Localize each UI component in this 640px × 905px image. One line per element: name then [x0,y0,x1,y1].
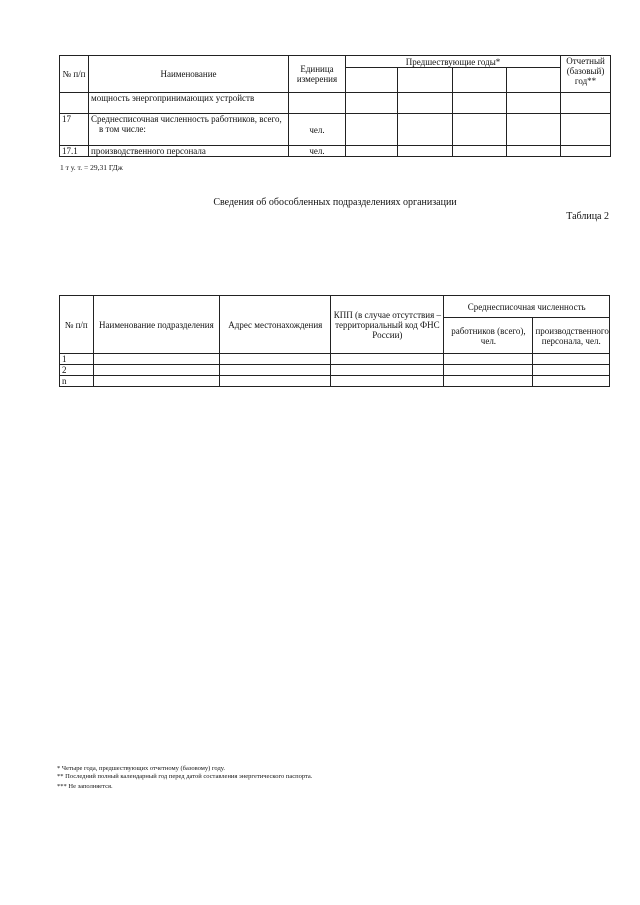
prev-year-cell [346,68,398,93]
prev-year-cell [398,68,453,93]
col-header-name: Наименование подразделения [93,296,220,354]
col-header-unit: Единица измерения [289,56,346,93]
col-header-num: № п/п [60,296,94,354]
footnote: *** Не заполняется. [57,783,113,790]
col-header-num: № п/п [60,56,89,93]
row-num [60,93,89,114]
row-num: 1 [60,354,94,365]
table-row [60,376,610,387]
table-row [60,146,611,157]
row-unit: чел. [289,146,346,157]
prev-year-cell [453,68,507,93]
footnote: ** Последний полный календарный год перед датой составления энергетического паспорта. [57,773,313,780]
table2-number: Таблица 2 [566,211,609,222]
row-num: 2 [60,365,94,376]
table-row [60,93,611,114]
col-header-kpp: КПП (в случае отсутствия – территориальный код ФНС России) [331,296,444,354]
row-num: 17.1 [60,146,89,157]
unit-note: 1 т у. т. = 29,31 ГДж [60,163,123,172]
table-row [60,114,611,146]
row-num: 17 [60,114,89,146]
row-num: n [60,376,94,387]
col-header-address: Адрес местонахождения [220,296,331,354]
footnote: * Четыре года, предшествующих отчетному (базовому) году. [57,765,226,772]
col-header-workers: работников (всего), чел. [444,318,533,354]
row-name: Среднесписочная численность работников, всего, в том числе: [89,114,289,146]
row-name: производственного персонала [89,146,289,157]
subdivisions-table [59,295,610,387]
col-header-name: Наименование [89,56,289,93]
energy-data-table [59,55,611,157]
col-header-headcount: Среднесписочная численность [444,296,610,318]
row-unit: чел. [289,114,346,146]
table-row [60,354,610,365]
row-name: мощность энергопринимающих устройств [89,93,289,114]
table2-title: Сведения об обособленных подразделениях организации [213,197,457,208]
col-header-production: производственного персонала, чел. [533,318,610,354]
table-row [60,365,610,376]
prev-year-cell [507,68,561,93]
col-header-prev-years: Предшествующие годы* [346,56,561,68]
row-unit [289,93,346,114]
col-header-report-year: Отчетный (базовый) год** [561,56,611,93]
